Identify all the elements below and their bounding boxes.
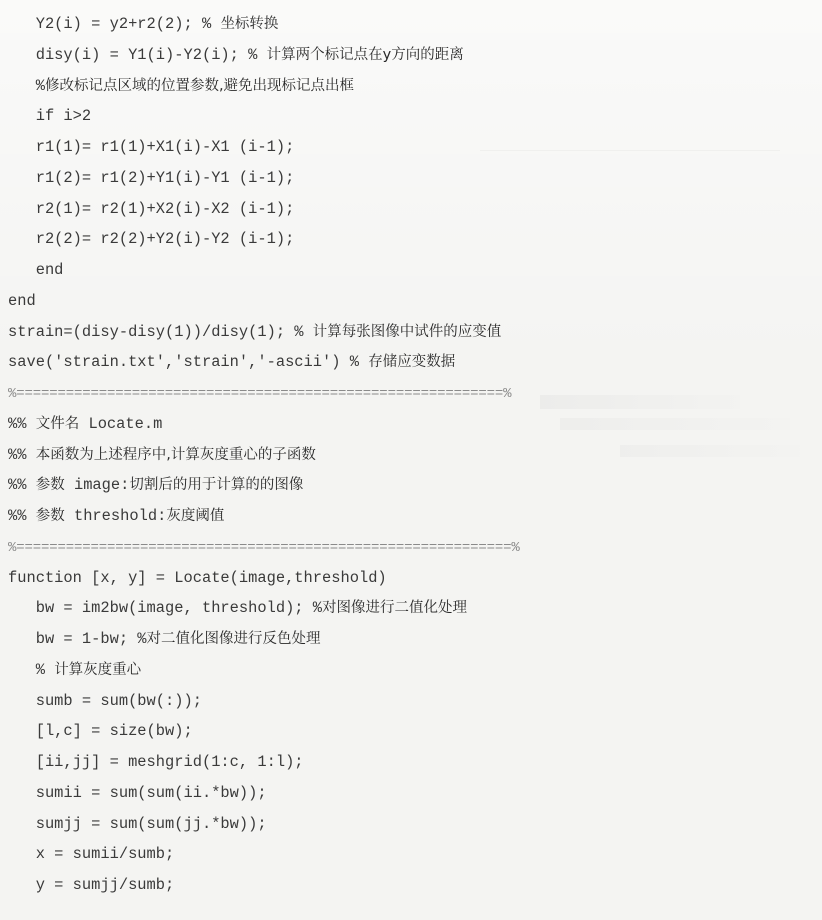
- code-text: function [x, y] = Locate(image,threshold): [8, 568, 387, 587]
- code-line: [8, 715, 193, 747]
- code-line: [8, 562, 387, 594]
- comment-text: 计算灰度重心: [54, 661, 142, 678]
- code-line: [8, 777, 267, 809]
- code-tail: threshold:: [64, 507, 167, 525]
- separator-text: %============================================================%: [8, 539, 520, 556]
- code-text: end: [8, 261, 64, 279]
- comment-text: 计算每张图像中试件的应变值: [312, 323, 502, 340]
- code-text: %%: [8, 445, 36, 464]
- code-text: %: [8, 76, 45, 95]
- comment-text: 修改标记点区域的位置参数,避免出现标记点出框: [44, 77, 355, 94]
- code-text: bw = 1-bw; %: [8, 630, 147, 648]
- code-text: %%: [8, 476, 36, 495]
- comment-text: 参数: [35, 477, 65, 494]
- code-line: [8, 162, 294, 194]
- comment-text: 本函数为上述程序中,计算灰度重心的子函数: [35, 446, 316, 463]
- code-text: sumb = sum(bw(:));: [8, 691, 202, 710]
- code-line: [8, 469, 303, 501]
- comment-text: 存储应变数据: [368, 354, 456, 371]
- code-tail: Locate.m: [79, 414, 163, 433]
- code-line: [8, 592, 467, 624]
- comment-text: 文件名: [35, 415, 80, 432]
- code-text: r2(2)= r2(2)+Y2(i)-Y2 (i-1);: [8, 230, 295, 249]
- bleed-through-text: [480, 150, 780, 151]
- code-line: [8, 131, 294, 163]
- code-text: bw = im2bw(image, threshold); %: [8, 599, 323, 618]
- code-text: if i>2: [8, 107, 92, 126]
- code-line: [8, 685, 202, 717]
- code-text: r1(2)= r1(2)+Y1(i)-Y1 (i-1);: [8, 168, 295, 187]
- code-line: [8, 838, 174, 870]
- code-line: [8, 285, 36, 317]
- code-line: [8, 808, 267, 840]
- code-line: [8, 254, 63, 286]
- separator-line: [8, 531, 520, 563]
- code-line: [8, 500, 224, 532]
- code-line: [8, 869, 174, 901]
- code-text: save('strain.txt','strain','-ascii') %: [8, 353, 369, 372]
- comment-text: 切割后的用于计算的的图像: [129, 477, 304, 494]
- code-text: end: [8, 291, 36, 310]
- code-text: sumjj = sum(sum(jj.*bw));: [8, 814, 267, 833]
- code-text: r1(1)= r1(1)+X1(i)-X1 (i-1);: [8, 138, 295, 156]
- code-text: %: [8, 660, 55, 679]
- code-tail: image:: [64, 476, 130, 495]
- comment-text: 参数: [35, 508, 65, 524]
- code-text: Y2(i) = y2+r2(2); %: [8, 15, 221, 33]
- code-line: [8, 346, 455, 378]
- bleed-through-text: [560, 418, 790, 430]
- code-text: y = sumjj/sumb;: [8, 876, 175, 894]
- comment-text: 对图像进行二值化处理: [322, 600, 468, 617]
- code-line: [8, 654, 141, 686]
- code-line: [8, 8, 278, 40]
- code-line: [8, 408, 162, 440]
- separator-text: %===========================================================%: [8, 386, 512, 402]
- code-line: [8, 316, 501, 348]
- bleed-through-text: [620, 445, 800, 457]
- separator-line: [8, 377, 511, 409]
- code-text: [l,c] = size(bw);: [8, 722, 193, 741]
- code-line: [8, 70, 354, 102]
- code-text: r2(1)= r2(1)+X2(i)-X2 (i-1);: [8, 199, 295, 218]
- code-text: %%: [8, 507, 36, 525]
- code-text: strain=(disy-disy(1))/disy(1); %: [8, 322, 313, 341]
- code-line: [8, 623, 321, 655]
- code-line: [8, 193, 294, 225]
- code-text: [ii,jj] = meshgrid(1:c, 1:l);: [8, 753, 304, 771]
- code-text: %%: [8, 414, 36, 433]
- bleed-through-text: [540, 395, 740, 409]
- code-text: disy(i) = Y1(i)-Y2(i); %: [8, 45, 267, 64]
- code-line: [8, 439, 316, 471]
- comment-text: 计算两个标记点在y方向的距离: [266, 46, 464, 63]
- code-text: sumii = sum(sum(ii.*bw));: [8, 783, 267, 802]
- comment-text: 坐标转换: [220, 16, 279, 32]
- code-line: [8, 223, 294, 255]
- code-line: [8, 746, 304, 778]
- comment-text: 对二值化图像进行反色处理: [146, 631, 321, 647]
- code-line: [8, 39, 464, 71]
- comment-text: 灰度阈值: [166, 508, 225, 524]
- code-line: [8, 100, 91, 132]
- code-text: x = sumii/sumb;: [8, 845, 175, 864]
